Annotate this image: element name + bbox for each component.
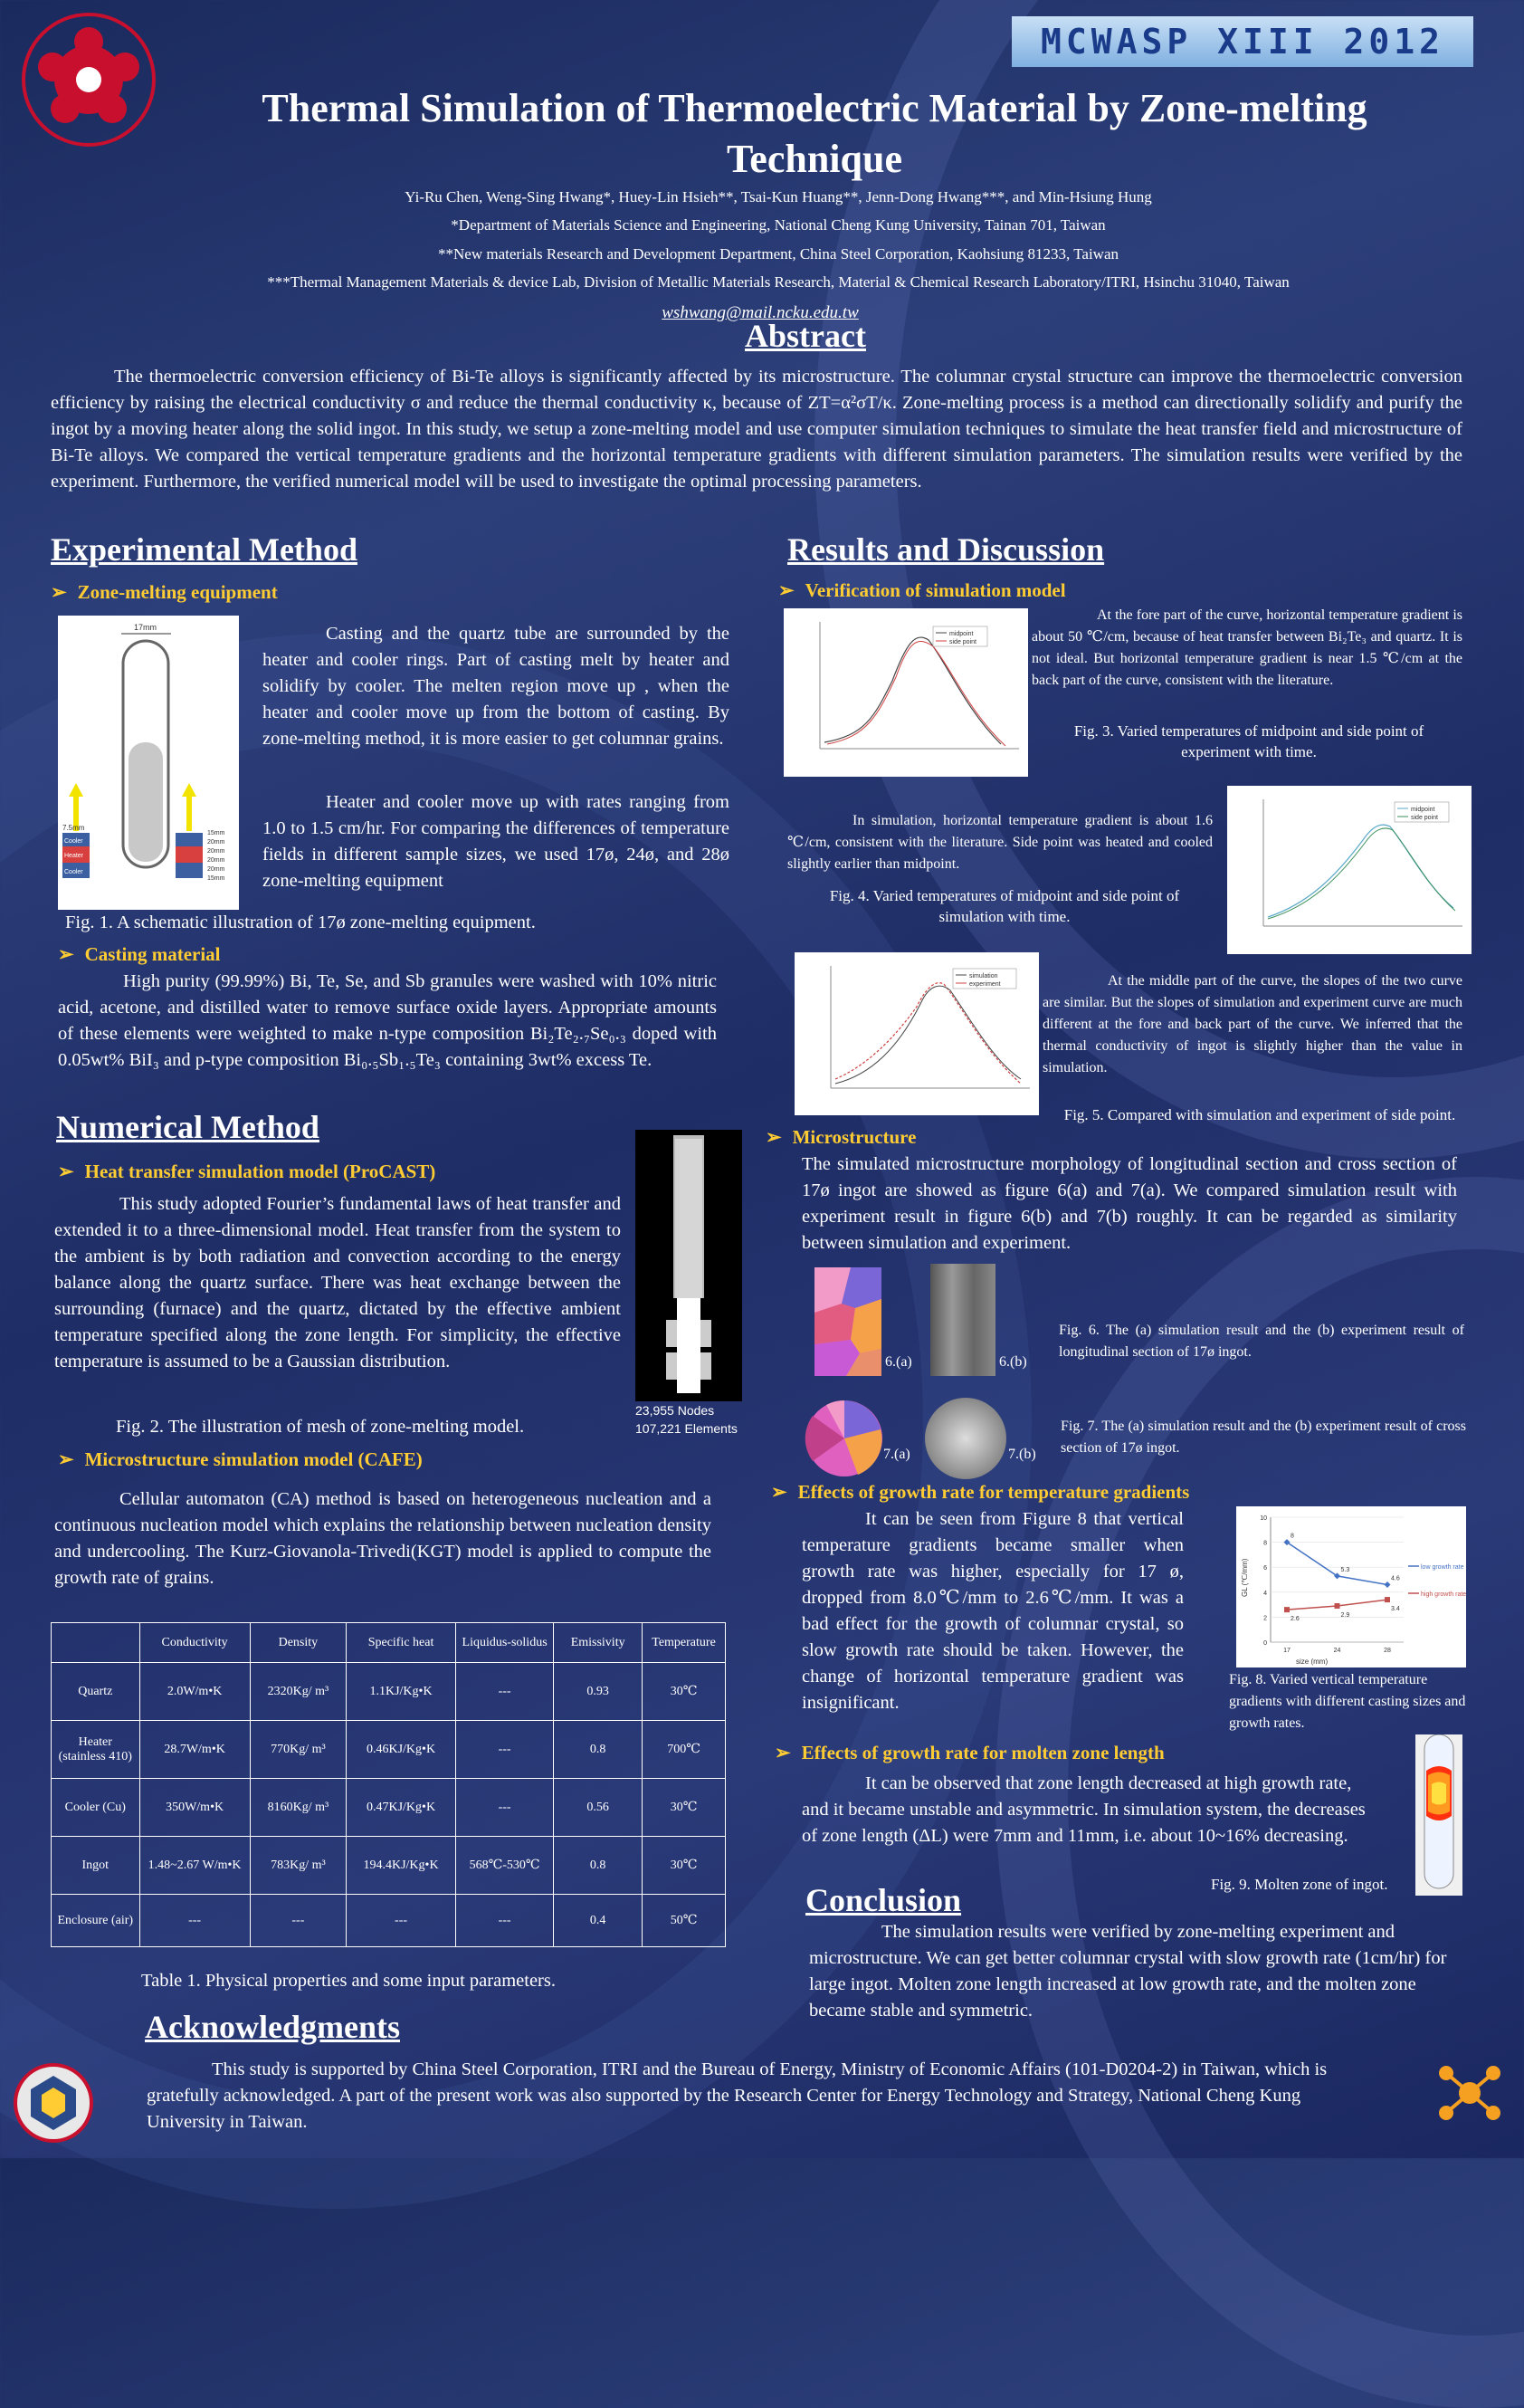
fig8-y-tick-label: 2 bbox=[1263, 1615, 1267, 1622]
verification-subheading: ➢ Verification of simulation model bbox=[778, 579, 1066, 601]
fig8-legend-low: low growth rate bbox=[1421, 1564, 1464, 1571]
bottom-left-logo bbox=[13, 2062, 94, 2144]
fig4-legend-side: side point bbox=[1411, 815, 1438, 821]
fig7b-label: 7.(b) bbox=[1008, 1447, 1036, 1462]
table-cell: Cooler (Cu) bbox=[52, 1779, 140, 1837]
fig5-caption: Fig. 5. Compared with simulation and experiment of side point. bbox=[1063, 1106, 1456, 1123]
fig8-point bbox=[1284, 1607, 1290, 1612]
fig8-y-tick-label: 10 bbox=[1260, 1515, 1267, 1522]
fig8-point bbox=[1385, 1597, 1390, 1602]
fig6b-label: 6.(b) bbox=[999, 1354, 1027, 1370]
table-cell: Quartz bbox=[52, 1663, 140, 1721]
fig1-width-label: 17mm bbox=[134, 623, 157, 632]
fig8-data-label: 2.9 bbox=[1340, 1611, 1350, 1619]
fig3-chart bbox=[784, 608, 1028, 777]
fig5-legend-simulation: simulation bbox=[969, 973, 998, 979]
table-row bbox=[52, 1895, 726, 1947]
fig7b-image bbox=[925, 1398, 1006, 1479]
table-cell: --- bbox=[347, 1895, 456, 1947]
fig6a-label: 6.(a) bbox=[885, 1354, 912, 1370]
fig2-caption: Fig. 2. The illustration of mesh of zone-melting model. bbox=[116, 1417, 525, 1437]
affiliation-3: ***Thermal Management Materials & device Lab, Division of Metallic Materials Research, Material & Chemical Research Laboratory/ITRI, Hsinchu 31040, Taiwan bbox=[267, 273, 1290, 291]
table-cell: Heater (stainless 410) bbox=[52, 1721, 140, 1779]
fig8-x-tick-label: 24 bbox=[1333, 1648, 1341, 1654]
poster-title-line1: Thermal Simulation of Thermoelectric Material by Zone-melting bbox=[262, 86, 1367, 130]
microstructure-subheading: ➢ Microstructure bbox=[766, 1126, 917, 1148]
fig1-d2: 20mm bbox=[207, 839, 225, 846]
table-header: Conductivity bbox=[139, 1623, 250, 1663]
table1-caption: Table 1. Physical properties and some input parameters. bbox=[141, 1971, 556, 1991]
fig3-caption: Fig. 3. Varied temperatures of midpoint and side point of experiment with time. bbox=[1073, 722, 1424, 760]
fig6b-image bbox=[930, 1264, 995, 1376]
mesh-node-count: 23,955 Nodes bbox=[635, 1403, 715, 1418]
fig2-mesh-image bbox=[635, 1130, 742, 1401]
table-cell: 568℃-530℃ bbox=[455, 1837, 553, 1895]
table-header: Liquidus-solidus bbox=[455, 1623, 553, 1663]
zone-length-subheading-text: Effects of growth rate for molten zone length bbox=[801, 1742, 1165, 1763]
growth-rate-temp-subheading-text: Effects of growth rate for temperature gradients bbox=[797, 1481, 1190, 1503]
table-cell: --- bbox=[139, 1895, 250, 1947]
table-cell: 0.8 bbox=[554, 1837, 643, 1895]
zone-length-paragraph: It can be observed that zone length decreased at high growth rate, and it became unstable and asymmetric. In simulation system, the decreases of zone length (ΔL) were 7mm and 11mm, i.e. about 10~16% decreasing. bbox=[802, 1773, 1366, 1846]
fig8-data-label: 2.6 bbox=[1291, 1616, 1300, 1623]
fig8-data-label: 3.4 bbox=[1391, 1606, 1400, 1613]
table-cell: 0.56 bbox=[554, 1779, 643, 1837]
table-cell: --- bbox=[455, 1895, 553, 1947]
zone-melting-subheading: ➢ Zone-melting equipment bbox=[51, 581, 278, 603]
cafe-paragraph: Cellular automaton (CA) method is based on heterogeneous nucleation and a continuous nucleation model which explains the relationship between nucleation density and undercooling. The Kurz-Giovanola-Trivedi(KGT) model is applied to compute the growth rate of grains. bbox=[54, 1489, 711, 1588]
numerical-title: Numerical Method bbox=[56, 1109, 319, 1145]
table-cell: 783Kg/ m³ bbox=[250, 1837, 347, 1895]
fig7a-image bbox=[804, 1398, 885, 1479]
experimental-title: Experimental Method bbox=[51, 531, 357, 568]
table-cell: 30℃ bbox=[643, 1663, 726, 1721]
university-logo bbox=[16, 7, 161, 152]
fig1-d5: 20mm bbox=[207, 866, 225, 873]
fig1-heater-label: Heater bbox=[64, 853, 84, 859]
table-cell: 2320Kg/ m³ bbox=[250, 1663, 347, 1721]
fig1-d6: 15mm bbox=[207, 875, 225, 882]
verification-subheading-text: Verification of simulation model bbox=[805, 579, 1066, 601]
table-header bbox=[52, 1623, 140, 1663]
conference-banner: MCWASP XIII 2012 bbox=[1012, 16, 1473, 67]
growth-rate-temp-paragraph: It can be seen from Figure 8 that vertical temperature gradients became smaller when growth rate was higher, especially for 17 ø, dropped from 8.0℃/mm to 2.6℃/mm. It was a bad effect for the growth of columnar crystal, so slow growth rate should be taken. However, the change of horizontal temperature gradient was insignificant. bbox=[802, 1509, 1184, 1713]
fig8-point bbox=[1335, 1603, 1340, 1609]
bottom-right-logo bbox=[1428, 2055, 1511, 2138]
fig1-equipment-schematic bbox=[58, 616, 239, 910]
casting-material-subheading-text: Casting material bbox=[84, 943, 221, 965]
fig8-y-tick-label: 8 bbox=[1263, 1540, 1267, 1547]
email-link[interactable]: wshwang@mail.ncku.edu.tw bbox=[662, 303, 859, 322]
growth-rate-temp-subheading: ➢ Effects of growth rate for temperature gradients bbox=[771, 1481, 1190, 1503]
fig8-data-label: 5.3 bbox=[1340, 1566, 1350, 1573]
table-cell: 30℃ bbox=[643, 1837, 726, 1895]
fig8-x-axis-label: size (mm) bbox=[1296, 1658, 1329, 1666]
table-row bbox=[52, 1721, 726, 1779]
fig8-y-tick-label: 6 bbox=[1263, 1565, 1267, 1572]
affiliation-1: *Department of Materials Science and Engineering, National Cheng Kung University, Tainan 701, Taiwan bbox=[451, 216, 1106, 234]
table-cell: --- bbox=[455, 1721, 553, 1779]
zone-melting-subheading-text: Zone-melting equipment bbox=[77, 581, 278, 603]
table-row bbox=[52, 1663, 726, 1721]
table-cell: 770Kg/ m³ bbox=[250, 1721, 347, 1779]
abstract-title: Abstract bbox=[745, 318, 866, 354]
mesh-element-count: 107,221 Elements bbox=[635, 1421, 738, 1436]
table-cell: 50℃ bbox=[643, 1895, 726, 1947]
table-cell: 0.4 bbox=[554, 1895, 643, 1947]
table-cell: 1.1KJ/Kg•K bbox=[347, 1663, 456, 1721]
table-cell: 0.93 bbox=[554, 1663, 643, 1721]
table-cell: 28.7W/m•K bbox=[139, 1721, 250, 1779]
fig6-caption: Fig. 6. The (a) simulation result and the (b) experiment result of longitudinal section of 17ø ingot. bbox=[1059, 1323, 1464, 1360]
cafe-subheading: ➢ Microstructure simulation model (CAFE) bbox=[58, 1448, 423, 1470]
results-title: Results and Discussion bbox=[787, 531, 1105, 568]
fig1-cooler-label: Cooler bbox=[64, 838, 83, 845]
casting-material-paragraph: High purity (99.99%) Bi, Te, Se, and Sb granules were washed with 10% nitric acid, acetone, and distilled water to remove surface oxide layers. Appropriate amounts of these elements were weighted to make n-type composition Bi₂Te₂.₇Se₀.₃ doped with 0.05wt% BiI₃ and p-type composition Bi₀.₅Sb₁.₅Te₃ containing 3wt% excess Te. bbox=[58, 971, 717, 1070]
fig8-data-label: 4.6 bbox=[1391, 1575, 1400, 1582]
fig3-legend-side: side point bbox=[949, 639, 976, 645]
table-cell: 700℃ bbox=[643, 1721, 726, 1779]
table-cell: 0.8 bbox=[554, 1721, 643, 1779]
fig1-gap-label: 7.5mm bbox=[62, 824, 85, 832]
fig6a-image bbox=[814, 1267, 881, 1376]
fig8-x-tick-label: 28 bbox=[1384, 1648, 1391, 1654]
heat-transfer-subheading: ➢ Heat transfer simulation model (ProCAST) bbox=[58, 1161, 436, 1182]
fig9-molten-zone-image bbox=[1415, 1734, 1462, 1896]
fig4-text: In simulation, horizontal temperature gradient is about 1.6 ℃/cm, consistent with the literature. Side point was heated and cooled slightly earlier than midpoint. bbox=[787, 813, 1213, 872]
table-cell: 0.46KJ/Kg•K bbox=[347, 1721, 456, 1779]
table-cell: 8160Kg/ m³ bbox=[250, 1779, 347, 1837]
table-cell: 30℃ bbox=[643, 1779, 726, 1837]
fig3-text: At the fore part of the curve, horizontal temperature gradient is about 50 ℃/cm, because of heat transfer between Bi₂Te₃ and quartz. It is not ideal. But horizontal temperature gradient is near 1.5 ℃/cm at the back part of the curve, consistent with the literature. bbox=[1032, 607, 1462, 688]
zone-melting-paragraph-1: Casting and the quartz tube are surrounded by the heater and cooler rings. Part of casting melt by heater and solidify by cooler. The melten region move up , when the heater and cooler move up from the bottom of casting. By zone-melting method, it is more easier to get columnar grains. bbox=[262, 624, 729, 749]
table-row bbox=[52, 1779, 726, 1837]
table-header-row bbox=[52, 1623, 726, 1663]
fig8-data-label: 8 bbox=[1291, 1533, 1294, 1540]
fig8-x-tick-label: 17 bbox=[1283, 1648, 1291, 1654]
affiliation-2: **New materials Research and Development Department, China Steel Corporation, Kaohsiung 81233, Taiwan bbox=[438, 245, 1119, 263]
table-cell: --- bbox=[455, 1779, 553, 1837]
fig1-d3: 20mm bbox=[207, 848, 225, 855]
fig1-d1: 15mm bbox=[207, 830, 225, 836]
table-cell: Ingot bbox=[52, 1837, 140, 1895]
table-header: Emissivity bbox=[554, 1623, 643, 1663]
cafe-subheading-text: Microstructure simulation model (CAFE) bbox=[84, 1448, 423, 1470]
fig4-legend-midpoint: midpoint bbox=[1411, 807, 1435, 813]
table-cell: 1.48~2.67 W/m•K bbox=[139, 1837, 250, 1895]
table-cell: 2.0W/m•K bbox=[139, 1663, 250, 1721]
fig8-point bbox=[1385, 1581, 1391, 1588]
table-cell: --- bbox=[455, 1663, 553, 1721]
table-cell: 0.47KJ/Kg•K bbox=[347, 1779, 456, 1837]
table-header: Temperature bbox=[643, 1623, 726, 1663]
fig8-y-tick-label: 0 bbox=[1263, 1640, 1267, 1647]
fig8-y-tick-label: 4 bbox=[1263, 1590, 1267, 1597]
table-header: Specific heat bbox=[347, 1623, 456, 1663]
fig3-legend-midpoint: midpoint bbox=[949, 631, 974, 637]
table-row bbox=[52, 1837, 726, 1895]
zone-length-subheading: ➢ Effects of growth rate for molten zone length bbox=[775, 1742, 1165, 1763]
table-cell: 194.4KJ/Kg•K bbox=[347, 1837, 456, 1895]
acknowledgments-text: This study is supported by China Steel Corporation, ITRI and the Bureau of Energy, Ministry of Economic Affairs (101-D0204-2) in Taiwan, which is gratefully acknowledged. A part of the present work was also supported by the Research Center for Energy Technology and Strategy, National Cheng Kung University in Taiwan. bbox=[147, 2059, 1328, 2132]
fig7a-label: 7.(a) bbox=[883, 1447, 910, 1462]
table-cell: 350W/m•K bbox=[139, 1779, 250, 1837]
table-cell: Enclosure (air) bbox=[52, 1895, 140, 1947]
microstructure-paragraph: The simulated microstructure morphology of longitudinal section and cross section of 17ø ingot are showed as figure 6(a) and 7(a). We compared simulation result with experiment result in figure 6(b) and 7(b) roughly. It can be regarded as similarity between simulation and experiment. bbox=[802, 1154, 1457, 1253]
acknowledgments-title: Acknowledgments bbox=[145, 2009, 401, 2045]
heat-transfer-subheading-text: Heat transfer simulation model (ProCAST) bbox=[84, 1161, 436, 1182]
fig9-caption: Fig. 9. Molten zone of ingot. bbox=[1211, 1876, 1388, 1893]
fig1-cooler2-label: Cooler bbox=[64, 869, 83, 875]
fig8-y-axis-label: GL (℃/mm) bbox=[1241, 1558, 1249, 1597]
conclusion-text: The simulation results were verified by zone-melting experiment and microstructure. We can get better columnar crystal with slow growth rate (1cm/hr) for large ingot. Molten zone length increased at low growth rate, and the molten zone became stable and symmetric. bbox=[809, 1922, 1447, 2021]
fig8-legend-high: high growth rate bbox=[1421, 1591, 1466, 1598]
fig4-chart bbox=[1227, 786, 1472, 954]
table-header: Density bbox=[250, 1623, 347, 1663]
microstructure-subheading-text: Microstructure bbox=[792, 1126, 917, 1148]
fig4-caption: Fig. 4. Varied temperatures of midpoint and side point of simulation with time. bbox=[829, 887, 1180, 925]
poster-title-line2: Technique bbox=[726, 137, 902, 181]
table-cell: --- bbox=[250, 1895, 347, 1947]
fig1-caption: Fig. 1. A schematic illustration of 17ø zone-melting equipment. bbox=[65, 913, 536, 932]
heat-transfer-paragraph: This study adopted Fourier’s fundamental laws of heat transfer and extended it to a three-dimensional model. Heat transfer from the system to the ambient is by both radiation and convection according to the energy balance along the quartz surface. There was heat exchange between the surrounding (furnace) and the quartz, dictated by the effective ambient temperature specified along the zone length. For simplicity, the effective temperature is assumed to be a Gaussian distribution. bbox=[54, 1194, 621, 1371]
fig5-chart bbox=[795, 952, 1039, 1115]
abstract-text: The thermoelectric conversion efficiency of Bi-Te alloys is significantly affected by its microstructure. The columnar crystal structure can improve the thermoelectric conversion efficiency by raising the electrical conductivity σ and reduce the thermal conductivity κ, because of ZT=α²σT/κ. Zone-melting process is a method can directionally solidify and purify the ingot by a moving heater along the solid ingot. In this study, we setup a zone-melting model and use computer simulation techniques to simulate the heat transfer field and microstructure of Bi-Te alloys. We compared the vertical temperature gradients and the horizontal temperature gradients with different simulation parameters. The simulation results were verified by the experiment. Furthermore, the verified numerical model will be used to investigate the optimal processing parameters. bbox=[51, 367, 1462, 492]
fig8-chart bbox=[1236, 1506, 1466, 1667]
authors: Yi-Ru Chen, Weng-Sing Hwang*, Huey-Lin Hsieh**, Tsai-Kun Huang**, Jenn-Dong Hwang***, and Min-Hsiung Hung bbox=[405, 188, 1152, 205]
fig1-d4: 20mm bbox=[207, 857, 225, 864]
fig7-caption: Fig. 7. The (a) simulation result and the (b) experiment result of cross section of 17ø ingot. bbox=[1061, 1419, 1466, 1456]
fig5-legend-experiment: experiment bbox=[969, 981, 1001, 988]
conclusion-title: Conclusion bbox=[805, 1882, 962, 1918]
fig5-text: At the middle part of the curve, the slopes of the two curve are similar. But the slopes of simulation and experiment curve are much different at the fore and back part of the curve. We inferred that the thermal conductivity of ingot is slightly higher than the value in simulation. bbox=[1043, 973, 1462, 1075]
properties-table bbox=[51, 1622, 726, 1947]
zone-melting-paragraph-2: Heater and cooler move up with rates ranging from 1.0 to 1.5 cm/hr. For comparing the differences of temperature fields in different sample sizes, we used 17ø, 24ø, and 28ø zone-melting equipment bbox=[262, 792, 729, 891]
casting-material-subheading: ➢ Casting material bbox=[58, 943, 221, 965]
fig8-caption: Fig. 8. Varied vertical temperature gradients with different casting sizes and growth rates. bbox=[1229, 1672, 1466, 1731]
